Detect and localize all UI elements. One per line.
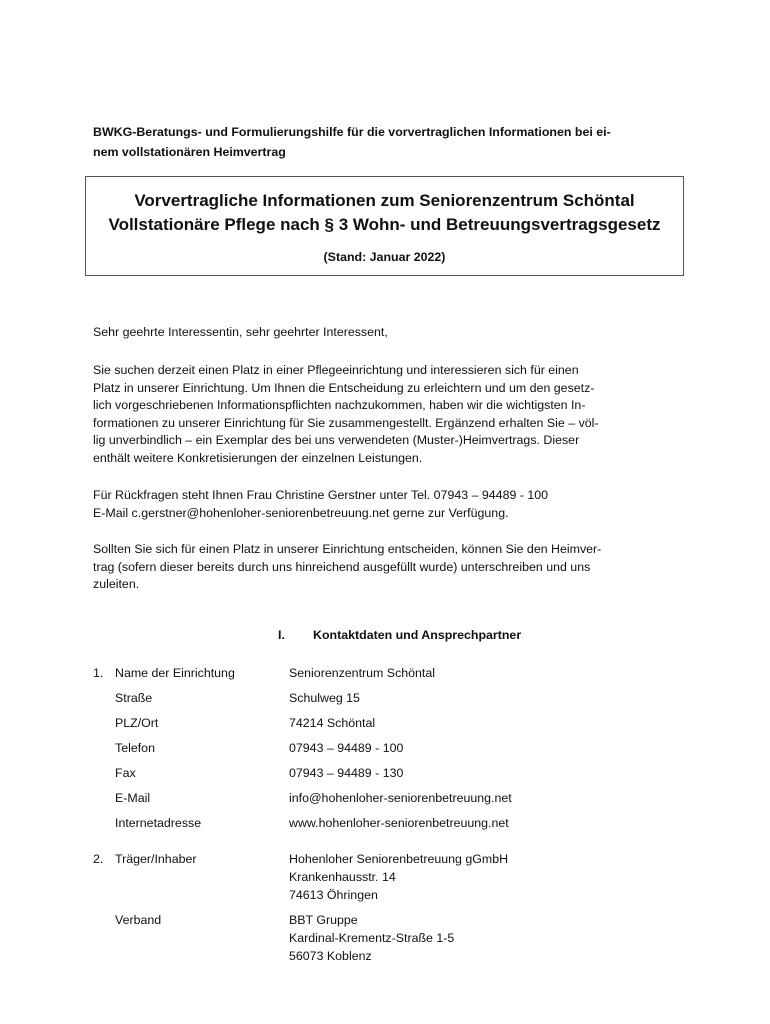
detail-label: PLZ/Ort <box>115 716 159 730</box>
contact-paragraph <box>93 487 683 522</box>
stand-date: (Stand: Januar 2022) <box>323 250 446 264</box>
detail-label: Fax <box>115 766 136 780</box>
detail-label: E-Mail <box>115 791 151 805</box>
closing-paragraph <box>93 541 683 594</box>
detail-value: 07943 – 94489 - 100 <box>289 741 404 755</box>
detail-number: 1. <box>93 666 104 680</box>
address-line: BBT Gruppe <box>289 913 358 927</box>
section-heading <box>278 628 521 642</box>
address-line: Kardinal-Krementz-Straße 1-5 <box>289 931 455 945</box>
address-line: Hohenloher Seniorenbetreuung gGmbH <box>289 852 509 866</box>
address-line: Krankenhausstr. 14 <box>289 870 396 884</box>
header-note-line: BWKG-Beratungs- und Formulierungshilfe für die vorvertraglichen Informationen bei ei- <box>93 125 611 139</box>
detail-value: www.hohenloher-seniorenbetreuung.net <box>289 816 509 830</box>
salutation: Sehr geehrte Interessentin, sehr geehrter Interessent, <box>93 325 388 339</box>
detail-value: Seniorenzentrum Schöntal <box>289 666 436 680</box>
title-box <box>85 176 684 276</box>
paragraph-line: Sollten Sie sich für einen Platz in unserer Einrichtung entscheiden, können Sie den Heimver- <box>93 542 602 556</box>
document-title-line: Vorvertragliche Informationen zum Seniorenzentrum Schöntal <box>134 191 635 210</box>
section-number: I. <box>278 628 285 642</box>
paragraph-line: E-Mail c.gerstner@hohenloher-seniorenbetreuung.net gerne zur Verfügung. <box>93 505 509 520</box>
paragraph-line: lig unverbindlich – ein Exemplar des bei uns verwendeten (Muster-)Heimvertrags. Dieser <box>93 433 580 447</box>
detail-value <box>289 911 454 965</box>
detail-value: info@hohenloher-seniorenbetreuung.net <box>289 791 512 805</box>
detail-value <box>289 850 508 904</box>
paragraph-line: trag (sofern dieser bereits durch uns hinreichend ausgefüllt wurde) unterschreiben und uns <box>93 559 591 574</box>
detail-label: Träger/Inhaber <box>115 852 197 866</box>
paragraph-line: lich vorgeschriebenen Informationspflichten nachzukommen, haben wir die wichtigsten In- <box>93 398 586 412</box>
paragraph-line: Platz in unserer Einrichtung. Um Ihnen die Entscheidung zu erleichtern und um den gesetz- <box>93 380 595 395</box>
address-line: 56073 Koblenz <box>289 949 372 963</box>
header-note-line: nem vollstationären Heimvertrag <box>93 145 286 159</box>
detail-label: Internetadresse <box>115 816 202 830</box>
detail-label: Verband <box>115 913 162 927</box>
header-note <box>93 122 683 162</box>
paragraph-line: enthält weitere Konkretisierungen der einzelnen Leistungen. <box>93 450 423 465</box>
intro-paragraph <box>93 362 683 467</box>
detail-label: Name der Einrichtung <box>115 666 235 680</box>
paragraph-line: formationen zu unserer Einrichtung für Sie zusammengestellt. Ergänzend erhalten Sie – völ- <box>93 415 599 430</box>
detail-number: 2. <box>93 852 104 866</box>
paragraph-line: Für Rückfragen steht Ihnen Frau Christine Gerstner unter Tel. 07943 – 94489 - 100 <box>93 488 549 502</box>
section-title: Kontaktdaten und Ansprechpartner <box>313 628 522 642</box>
detail-label: Straße <box>115 691 153 705</box>
detail-value: Schulweg 15 <box>289 691 360 705</box>
paragraph-line: Sie suchen derzeit einen Platz in einer Pflegeeinrichtung und interessieren sich für einen <box>93 363 579 377</box>
address-line: 74613 Öhringen <box>289 888 378 902</box>
detail-value: 07943 – 94489 - 130 <box>289 766 404 780</box>
paragraph-line: zuleiten. <box>93 577 140 591</box>
detail-value: 74214 Schöntal <box>289 716 376 730</box>
document-title-line: Vollstationäre Pflege nach § 3 Wohn- und Betreuungsvertragsgesetz <box>108 215 661 234</box>
detail-label: Telefon <box>115 741 155 755</box>
